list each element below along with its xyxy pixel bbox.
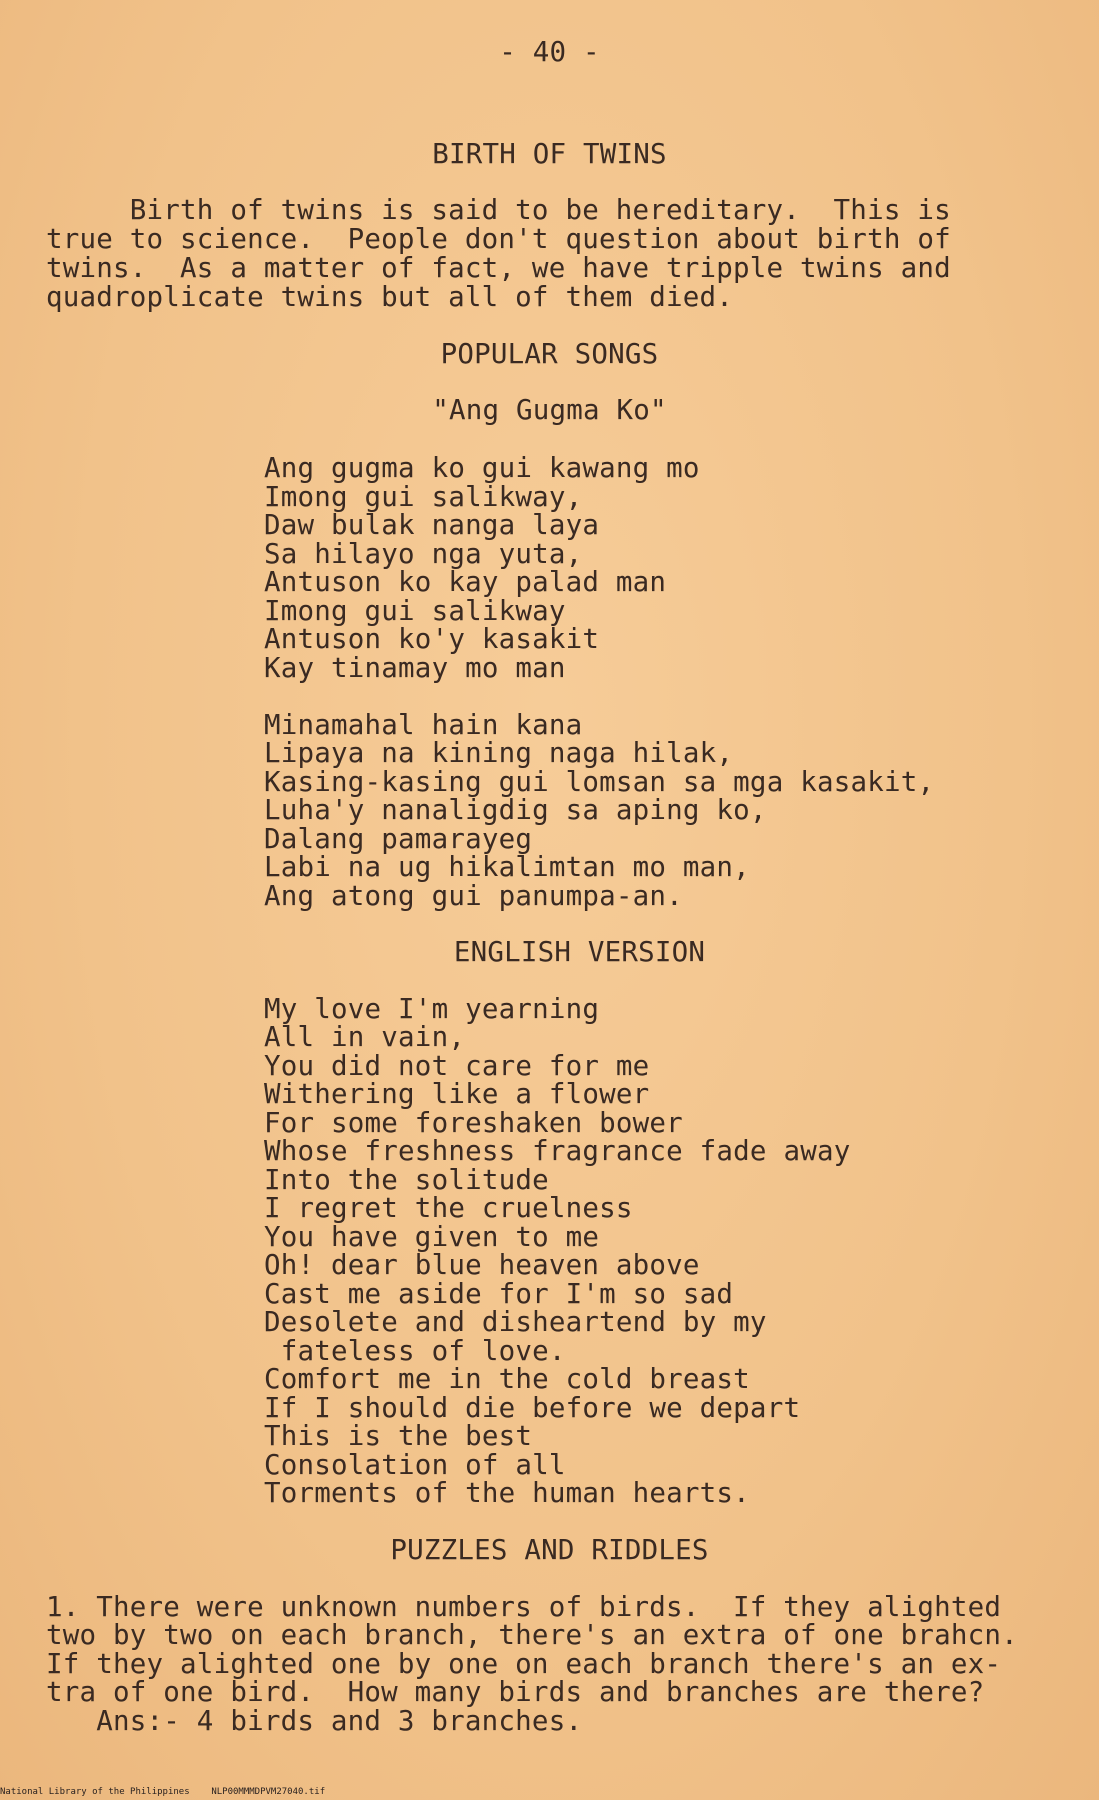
stanza1-line: Antuson ko kay palad man <box>264 566 667 598</box>
stanza2-line: Labi na ug hikalimtan mo man, <box>264 851 750 883</box>
heading-popular-songs: POPULAR SONGS <box>440 338 659 370</box>
stanza1-line: Imong gui salikway, <box>264 481 583 513</box>
english-line: Withering like a flower <box>264 1078 650 1110</box>
english-line: Consolation of all <box>264 1449 566 1481</box>
stanza1-line: Ang gugma ko gui kawang mo <box>264 452 700 484</box>
english-line: This is the best <box>264 1420 533 1452</box>
twins-line-3: twins. As a matter of fact, we have tripple twins and <box>46 252 951 284</box>
english-line: Into the solitude <box>264 1164 549 1196</box>
english-line: Comfort me in the cold breast <box>264 1363 750 1395</box>
song-title: "Ang Gugma Ko" <box>432 394 667 426</box>
english-line: Desolete and disheartend by my <box>264 1306 767 1338</box>
twins-line-4: quadroplicate twins but all of them died. <box>46 281 734 313</box>
english-line: Cast me aside for I'm so sad <box>264 1278 734 1310</box>
stanza2-line: Kasing-kasing gui lomsan sa mga kasakit, <box>264 766 935 798</box>
puzzle-line: If they alighted one by one on each branch there's an ex- <box>46 1648 1002 1680</box>
puzzle-line: Ans:- 4 birds and 3 branches. <box>46 1705 583 1737</box>
english-line: Whose freshness fragrance fade away <box>264 1135 851 1167</box>
stanza2-line: Minamahal hain kana <box>264 709 583 741</box>
english-line: Torments of the human hearts. <box>264 1477 750 1509</box>
stanza1-line: Sa hilayo nga yuta, <box>264 538 583 570</box>
heading-puzzles-and-riddles: PUZZLES AND RIDDLES <box>390 1534 709 1566</box>
stanza2-line: Dalang pamarayeg <box>264 823 533 855</box>
page-number: - 40 - <box>499 36 600 68</box>
twins-line-1: Birth of twins is said to be hereditary. This is <box>46 194 951 226</box>
english-line: For some foreshaken bower <box>264 1107 683 1139</box>
english-line: Oh! dear blue heaven above <box>264 1249 700 1281</box>
twins-line-2: true to science. People don't question about birth of <box>46 223 951 255</box>
footer-caption: National Library of the Philippines NLP00MMMDPVM27040.tif <box>0 1787 326 1797</box>
english-line: You did not care for me <box>264 1050 650 1082</box>
heading-birth-of-twins: BIRTH OF TWINS <box>432 138 667 170</box>
stanza2-line: Lipaya na kining naga hilak, <box>264 737 734 769</box>
puzzle-line: two by two on each branch, there's an extra of one brahcn. <box>46 1619 1018 1651</box>
english-line: All in vain, <box>264 1021 466 1053</box>
english-line: You have given to me <box>264 1221 600 1253</box>
stanza2-line: Ang atong gui panumpa-an. <box>264 880 683 912</box>
english-line: If I should die before we depart <box>264 1392 801 1424</box>
stanza1-line: Antuson ko'y kasakit <box>264 623 600 655</box>
stanza1-line: Daw bulak nanga laya <box>264 509 600 541</box>
english-line: My love I'm yearning <box>264 993 600 1025</box>
english-line: I regret the cruelness <box>264 1192 633 1224</box>
puzzle-line: tra of one bird. How many birds and branches are there? <box>46 1676 985 1708</box>
heading-english-version: ENGLISH VERSION <box>453 936 706 968</box>
stanza1-line: Kay tinamay mo man <box>264 652 566 684</box>
stanza1-line: Imong gui salikway <box>264 595 566 627</box>
puzzle-line: 1. There were unknown numbers of birds. If they alighted <box>46 1591 1002 1623</box>
stanza2-line: Luha'y nanaligdig sa aping ko, <box>264 794 767 826</box>
english-line: fateless of love. <box>264 1335 566 1367</box>
